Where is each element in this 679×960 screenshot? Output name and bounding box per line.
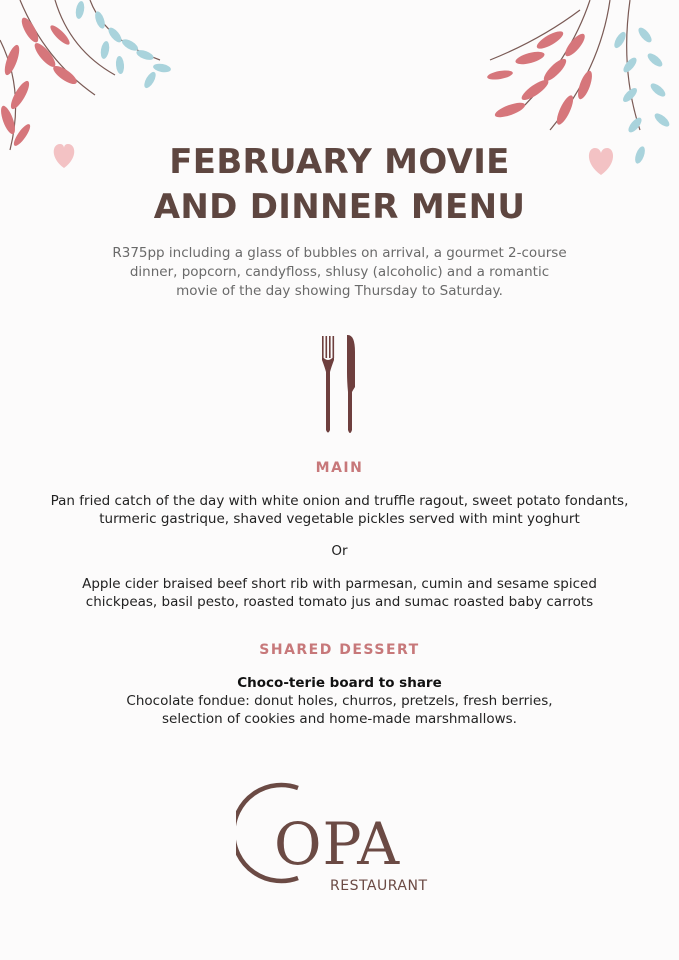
or-separator: Or: [331, 543, 348, 559]
dessert-item-title: Choco-terie board to share: [237, 675, 442, 691]
menu-line: Chocolate fondue: donut holes, churros, pretzels, fresh berries,: [126, 693, 553, 709]
logo-wordmark: OPA: [274, 810, 401, 878]
intro-line: R375pp including a glass of bubbles on arrival, a gourmet 2-course: [112, 245, 567, 261]
intro-text: [100, 244, 579, 301]
cutlery-icon: [315, 332, 365, 437]
dessert-description: [20, 692, 659, 728]
main-option-1: [20, 492, 659, 528]
menu-line: Apple cider braised beef short rib with parmesan, cumin and sesame spiced: [82, 576, 597, 592]
menu-line: chickpeas, basil pesto, roasted tomato jus and sumac roasted baby carrots: [85, 594, 594, 610]
page-title: [0, 140, 679, 230]
menu-line: Pan fried catch of the day with white onion and truffle ragout, sweet potato fondants,: [50, 493, 629, 509]
title-line: AND DINNER MENU: [153, 187, 526, 227]
logo-subtitle: RESTAURANT: [330, 878, 428, 894]
intro-line: movie of the day showing Thursday to Saturday.: [176, 283, 503, 299]
copa-logo: [236, 776, 446, 896]
main-option-2: [20, 575, 659, 611]
menu-line: turmeric gastrique, shaved vegetable pickles served with mint yoghurt: [99, 511, 580, 527]
intro-line: dinner, popcorn, candyfloss, shlusy (alcoholic) and a romantic: [129, 264, 550, 280]
title-line: FEBRUARY MOVIE: [169, 142, 510, 182]
dessert-heading: SHARED DESSERT: [259, 642, 420, 658]
menu-line: selection of cookies and home-made marshmallows.: [162, 711, 517, 727]
main-heading: MAIN: [315, 460, 364, 476]
